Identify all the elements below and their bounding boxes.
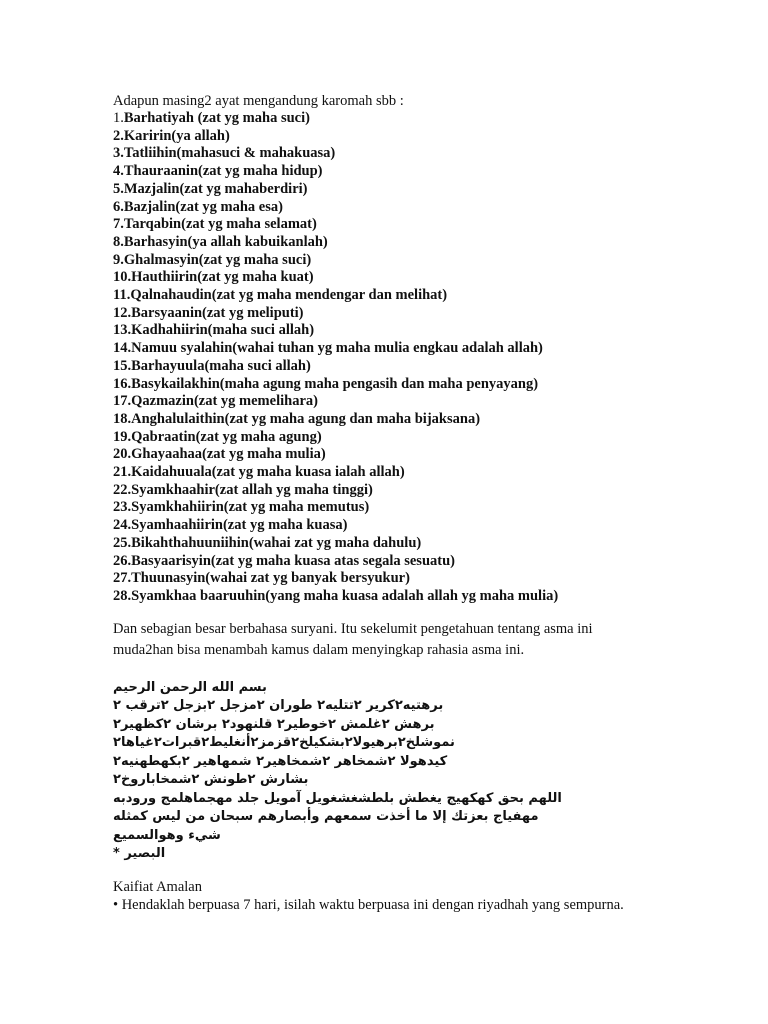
list-item-number: 22. [113, 481, 132, 498]
list-item-number: 18. [113, 410, 132, 427]
list-item-number: 3. [113, 145, 124, 162]
list-item [113, 163, 753, 181]
arabic-line: نموشلخ٢برهيولا٢بشكيلخ٢قزمز٢أنغليط٢قبرات٢غياها٢ [113, 735, 455, 751]
list-item [113, 482, 753, 500]
list-item-number: 16. [113, 375, 132, 392]
list-item-number: 4. [113, 163, 124, 180]
list-item-text: Ghalmasyin(zat yg maha suci) [123, 251, 312, 268]
list-item [113, 287, 753, 305]
list-item-number: 26. [113, 552, 132, 569]
bullet-item [113, 896, 753, 914]
list-item-number: 1. [113, 110, 124, 126]
document-page [113, 92, 753, 914]
list-item [113, 234, 753, 252]
list-item-number: 5. [113, 180, 124, 197]
list-item-number: 28. [113, 587, 132, 604]
list-item-number: 20. [113, 446, 132, 463]
intro-text: Adapun masing2 ayat mengandung karomah sbb : [113, 93, 404, 109]
list-item-number: 21. [113, 464, 132, 481]
list-item-text: Syamkhahiirin(zat yg maha memutus) [131, 499, 370, 516]
list-item [113, 322, 753, 340]
list-item [113, 499, 753, 517]
list-item [113, 128, 753, 146]
list-item-text: Qazmazin(zat yg memelihara) [131, 393, 318, 410]
list-item-number: 27. [113, 570, 132, 587]
karomah-list [113, 110, 753, 606]
list-item-number: 12. [113, 304, 132, 321]
arabic-line: شيء وهوالسميع [113, 827, 221, 843]
list-item-text: Syamkhaa baaruuhin(yang maha kuasa adalah allah yg maha mulia) [131, 587, 559, 604]
list-item-number: 24. [113, 517, 132, 534]
list-item [113, 305, 753, 323]
list-item-text: Ghayaahaa(zat yg maha mulia) [131, 446, 326, 463]
list-item-number: 25. [113, 534, 132, 551]
list-item-text: Tatliihin(mahasuci & mahakuasa) [123, 145, 336, 162]
list-item [113, 269, 753, 287]
list-item-text: Bikahthahuuniihin(wahai zat yg maha dahulu) [131, 534, 422, 551]
arabic-line: البصير * [113, 846, 166, 862]
list-item-number: 14. [113, 340, 132, 357]
list-item-text: Thauraanin(zat yg maha hidup) [123, 163, 323, 180]
list-item-number: 9. [113, 251, 124, 268]
list-item [113, 464, 753, 482]
arabic-line: بشارش ٢طونش ٢شمخاباروخ٢ [113, 772, 309, 788]
list-item [113, 517, 753, 535]
list-item [113, 588, 753, 606]
list-item [113, 110, 753, 128]
arabic-line: كيدهولا ٢شمخاهر ٢شمخاهير٢ شمهاهير ٢بكهطهنيه٢ [113, 753, 448, 769]
list-item-number: 6. [113, 198, 124, 215]
list-item [113, 446, 753, 464]
arabic-line: برهش ٢غلمش ٢خوطير٢ قلنهود٢ برشان ٢كظهير٢ [113, 716, 435, 732]
list-item-text: Syamhaahiirin(zat yg maha kuasa) [131, 517, 348, 534]
list-item [113, 199, 753, 217]
list-item [113, 252, 753, 270]
list-item-number: 15. [113, 357, 132, 374]
list-item-number: 13. [113, 322, 132, 339]
list-item [113, 535, 753, 553]
list-item-number: 2. [113, 127, 124, 144]
list-item [113, 376, 753, 394]
list-item-text: Mazjalin(zat yg mahaberdiri) [123, 180, 308, 197]
list-item-number: 17. [113, 393, 132, 410]
list-item [113, 145, 753, 163]
list-item-number: 23. [113, 499, 132, 516]
list-item [113, 358, 753, 376]
list-item-text: Hauthiirin(zat yg maha kuat) [131, 269, 314, 286]
list-item-number: 7. [113, 216, 124, 233]
list-item [113, 340, 753, 358]
list-item-text: Bazjalin(zat yg maha esa) [123, 198, 283, 215]
list-item [113, 181, 753, 199]
list-item-text: Syamkhaahir(zat allah yg maha tinggi) [131, 481, 373, 498]
list-item-text: Kaidahuuala(zat yg maha kuasa ialah allah) [131, 464, 405, 481]
list-item [113, 429, 753, 447]
list-item-number: 19. [113, 428, 132, 445]
list-item-text: Basyaarisyin(zat yg maha kuasa atas segala sesuatu) [131, 552, 455, 569]
list-item-text: Tarqabin(zat yg maha selamat) [123, 216, 317, 233]
list-item-text: Barsyaanin(zat yg meliputi) [131, 304, 304, 321]
list-item [113, 553, 753, 571]
bullet-text: Hendaklah berpuasa 7 hari, isilah waktu berpuasa ini dengan riyadhah yang sempurna. [121, 896, 624, 913]
kaifiat-heading: Kaifiat Amalan [113, 878, 202, 895]
list-item-text: Kadhahiirin(maha suci allah) [131, 322, 315, 339]
list-item-text: Karirin(ya allah) [123, 127, 230, 144]
list-item [113, 570, 753, 588]
list-item-text: Basykailakhin(maha agung maha pengasih dan maha penyayang) [131, 375, 539, 392]
list-item [113, 393, 753, 411]
list-item-text: Qabraatin(zat yg maha agung) [131, 428, 322, 445]
bullet-mark: • [113, 896, 119, 913]
list-item-number: 8. [113, 233, 124, 250]
arabic-prayer [113, 679, 593, 864]
list-item-text: Barhatiyah (zat yg maha suci) [123, 110, 310, 126]
list-item-text: Thuunasyin(wahai zat yg banyak bersyukur) [131, 570, 410, 587]
list-item-text: Barhayuula(maha suci allah) [131, 357, 311, 374]
list-item-text: Qalnahaudin(zat yg maha mendengar dan melihat) [130, 287, 448, 304]
arabic-line: اللهم بحق كهكهيج يغطش بلطشغشغويل آمويل جلد مهجماهلمج ورودبه مهفياج بعزتك إلا ما أخذت سمعهم وأبصارهم سبحان من ليس كمثله [113, 790, 562, 825]
arabic-line: برهتيه٢كرير ٢تتليه٢ طوران ٢مزجل ٢بزجل ٢ترقب ٢ [113, 698, 444, 714]
list-item-text: Namuu syalahin(wahai tuhan yg maha mulia engkau adalah allah) [131, 340, 543, 357]
list-item [113, 216, 753, 234]
list-item-number: 11. [113, 287, 131, 304]
explanation-paragraph: Dan sebagian besar berbahasa suryani. Itu sekelumit pengetahuan tentang asma ini muda2han bisa menambah kamus dalam menyingkap rahasia asma ini. [113, 620, 593, 658]
list-item-number: 10. [113, 269, 132, 286]
list-item [113, 411, 753, 429]
list-item-text: Barhasyin(ya allah kabuikanlah) [123, 233, 328, 250]
arabic-line: بسم الله الرحمن الرحيم [113, 679, 267, 695]
list-item-text: Anghalulaithin(zat yg maha agung dan maha bijaksana) [131, 410, 481, 427]
